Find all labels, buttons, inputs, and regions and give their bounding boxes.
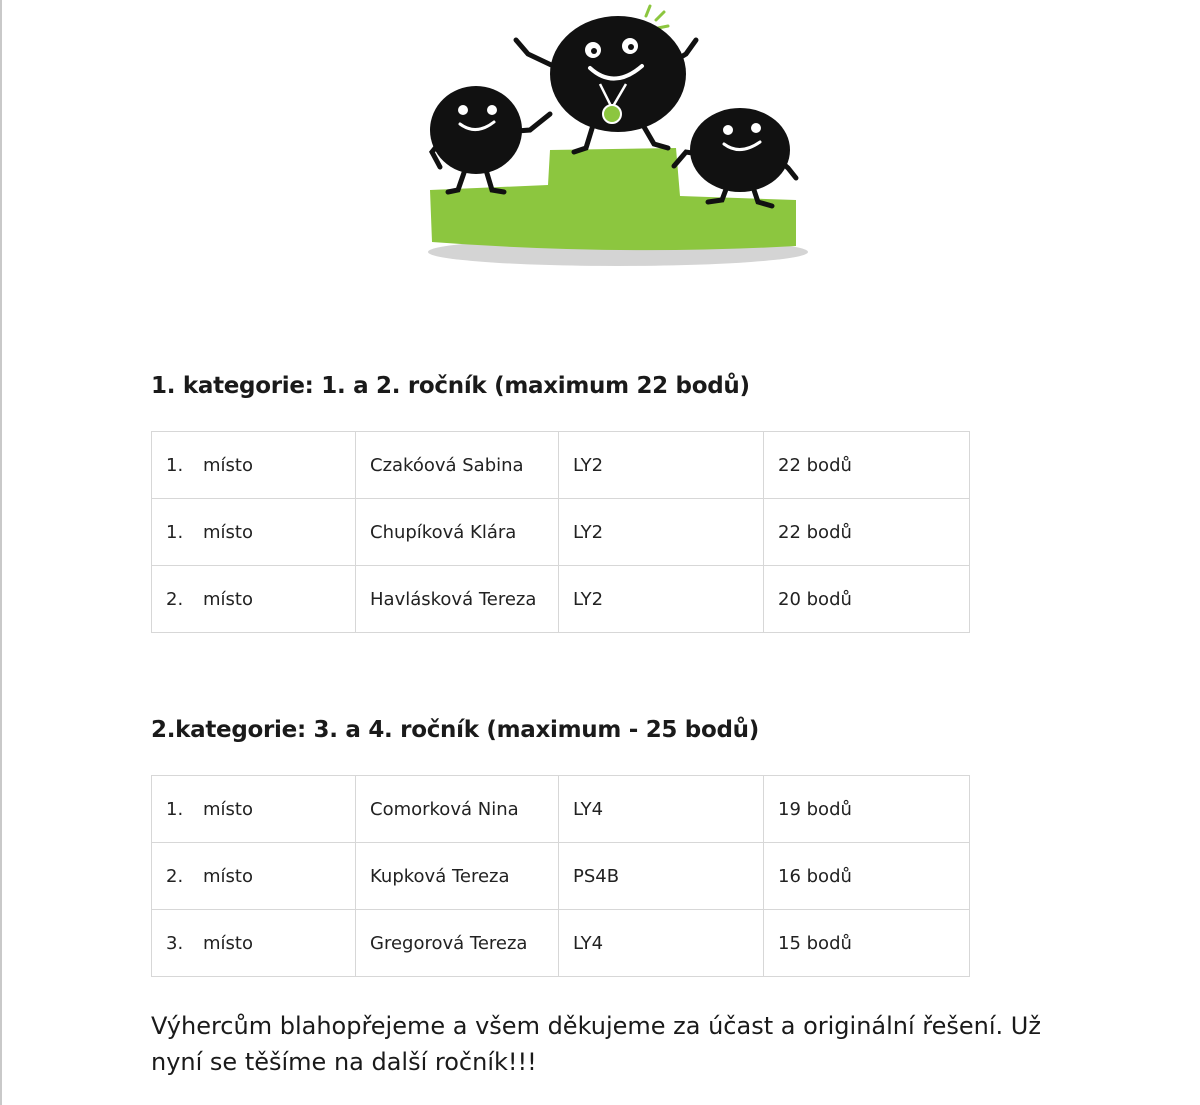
table-row: [152, 776, 970, 843]
category-2-heading: 2.kategorie: 3. a 4. ročník (maximum - 25 bodů): [151, 717, 759, 743]
rank-cell: 1. místo: [152, 776, 356, 843]
table-row: [152, 566, 970, 633]
page-left-border: [0, 0, 2, 1105]
class-cell: LY2: [559, 432, 764, 499]
points-cell: 22 bodů: [764, 499, 970, 566]
name-cell: Gregorová Tereza: [356, 910, 559, 977]
rank-cell: 3. místo: [152, 910, 356, 977]
closing-message: Výhercům blahopřejeme a všem děkujeme za účast a originální řešení. Už nyní se těšíme na další ročník!!!: [151, 1012, 1041, 1076]
class-cell: LY4: [559, 776, 764, 843]
name-cell: Czakóová Sabina: [356, 432, 559, 499]
points-cell: 16 bodů: [764, 843, 970, 910]
points-cell: 15 bodů: [764, 910, 970, 977]
class-cell: LY4: [559, 910, 764, 977]
category-1-results-table: [151, 431, 970, 633]
points-cell: 20 bodů: [764, 566, 970, 633]
category-1-heading: 1. kategorie: 1. a 2. ročník (maximum 22 bodů): [151, 373, 750, 399]
class-cell: LY2: [559, 499, 764, 566]
name-cell: Havlásková Tereza: [356, 566, 559, 633]
table-row: [152, 910, 970, 977]
rank-cell: 2. místo: [152, 566, 356, 633]
class-cell: PS4B: [559, 843, 764, 910]
table-row: [152, 499, 970, 566]
table-row: [152, 843, 970, 910]
points-cell: 22 bodů: [764, 432, 970, 499]
name-cell: Comorková Nina: [356, 776, 559, 843]
winners-podium-icon: [418, 2, 814, 274]
rank-cell: 2. místo: [152, 843, 356, 910]
name-cell: Chupíková Klára: [356, 499, 559, 566]
name-cell: Kupková Tereza: [356, 843, 559, 910]
class-cell: LY2: [559, 566, 764, 633]
rank-cell: 1. místo: [152, 499, 356, 566]
table-row: [152, 432, 970, 499]
rank-cell: 1. místo: [152, 432, 356, 499]
category-2-results-table: [151, 775, 970, 977]
points-cell: 19 bodů: [764, 776, 970, 843]
